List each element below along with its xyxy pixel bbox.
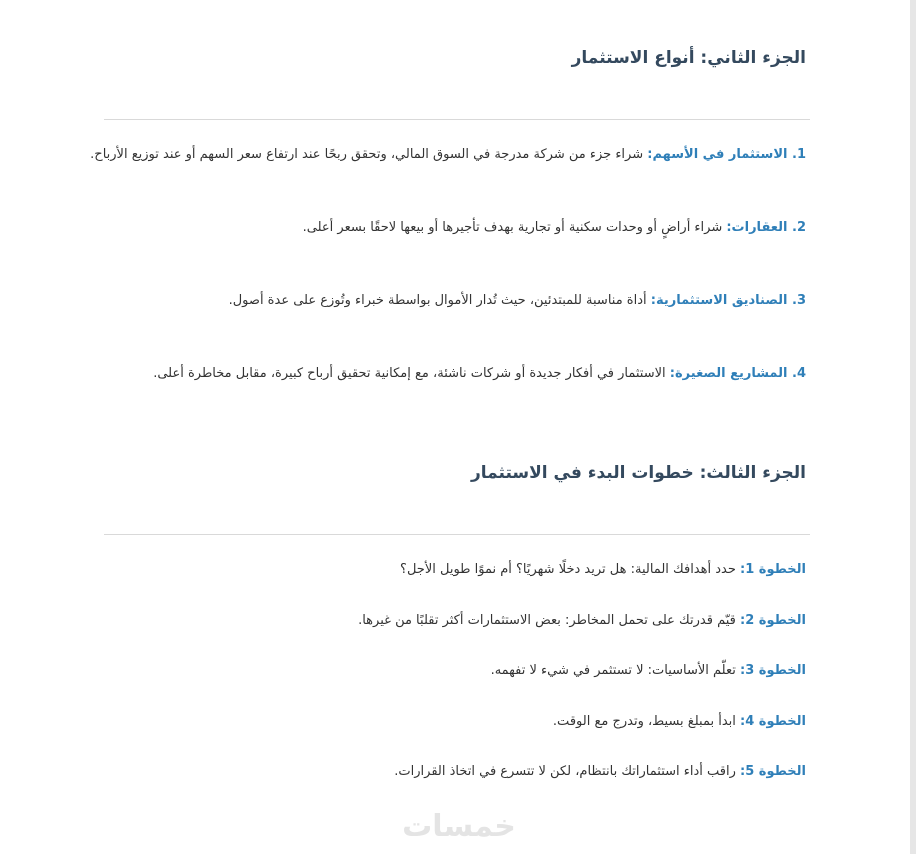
item-text: شراء أراضٍ أو وحدات سكنية أو تجارية بهدف تأجيرها أو بيعها لاحقًا بسعر أعلى. [302,220,727,235]
item-label: 4. المشاريع الصغيرة: [669,366,806,381]
item-label: 2. العقارات: [726,220,806,235]
step-label: الخطوة 4: [740,714,806,729]
item-label: 1. الاستثمار في الأسهم: [647,147,806,162]
list-item-stocks [90,146,806,164]
step-item-3 [491,662,806,680]
khamsat-logo: خمسات [402,808,516,844]
step-label: الخطوة 1: [740,562,806,577]
divider [104,534,810,535]
step-text: حدد أهدافك المالية: هل تريد دخلًا شهريًا؟ أم نموًا طويل الأجل؟ [400,562,741,577]
list-item-funds [229,292,806,310]
step-text: راقب أداء استثماراتك بانتظام، لكن لا تتسرع في اتخاذ القرارات. [394,764,741,779]
step-text: تعلّم الأساسيات: لا تستثمر في شيء لا تفهمه. [490,663,741,678]
item-text: الاستثمار في أفكار جديدة أو شركات ناشئة، مع إمكانية تحقيق أرباح كبيرة، مقابل مخاطرة أعلى. [153,366,670,381]
divider [104,119,810,120]
item-text: أداة مناسبة للمبتدئين، حيث تُدار الأموال بواسطة خبراء وتُوزع على عدة أصول. [228,293,651,308]
page-edge [910,0,916,854]
list-item-real-estate [303,219,806,237]
step-text: ابدأ بمبلغ بسيط، وتدرج مع الوقت. [552,714,741,729]
list-item-small-projects [153,365,806,383]
step-text: قيّم قدرتك على تحمل المخاطر: بعض الاستثمارات أكثر تقلبًا من غيرها. [358,613,741,628]
step-label: الخطوة 2: [740,613,806,628]
item-text: شراء جزء من شركة مدرجة في السوق المالي، وتحقق ربحًا عند ارتفاع سعر السهم أو عند توزيع الأرباح. [90,147,648,162]
step-item-4 [553,713,806,731]
section-title-getting-started: الجزء الثالث: خطوات البدء في الاستثمار [470,463,806,483]
step-label: الخطوة 3: [740,663,806,678]
step-item-5 [394,763,806,781]
step-label: الخطوة 5: [740,764,806,779]
section-title-investment-types: الجزء الثاني: أنواع الاستثمار [571,48,806,68]
step-item-1 [400,561,806,579]
step-item-2 [358,612,806,630]
item-label: 3. الصناديق الاستثمارية: [650,293,806,308]
